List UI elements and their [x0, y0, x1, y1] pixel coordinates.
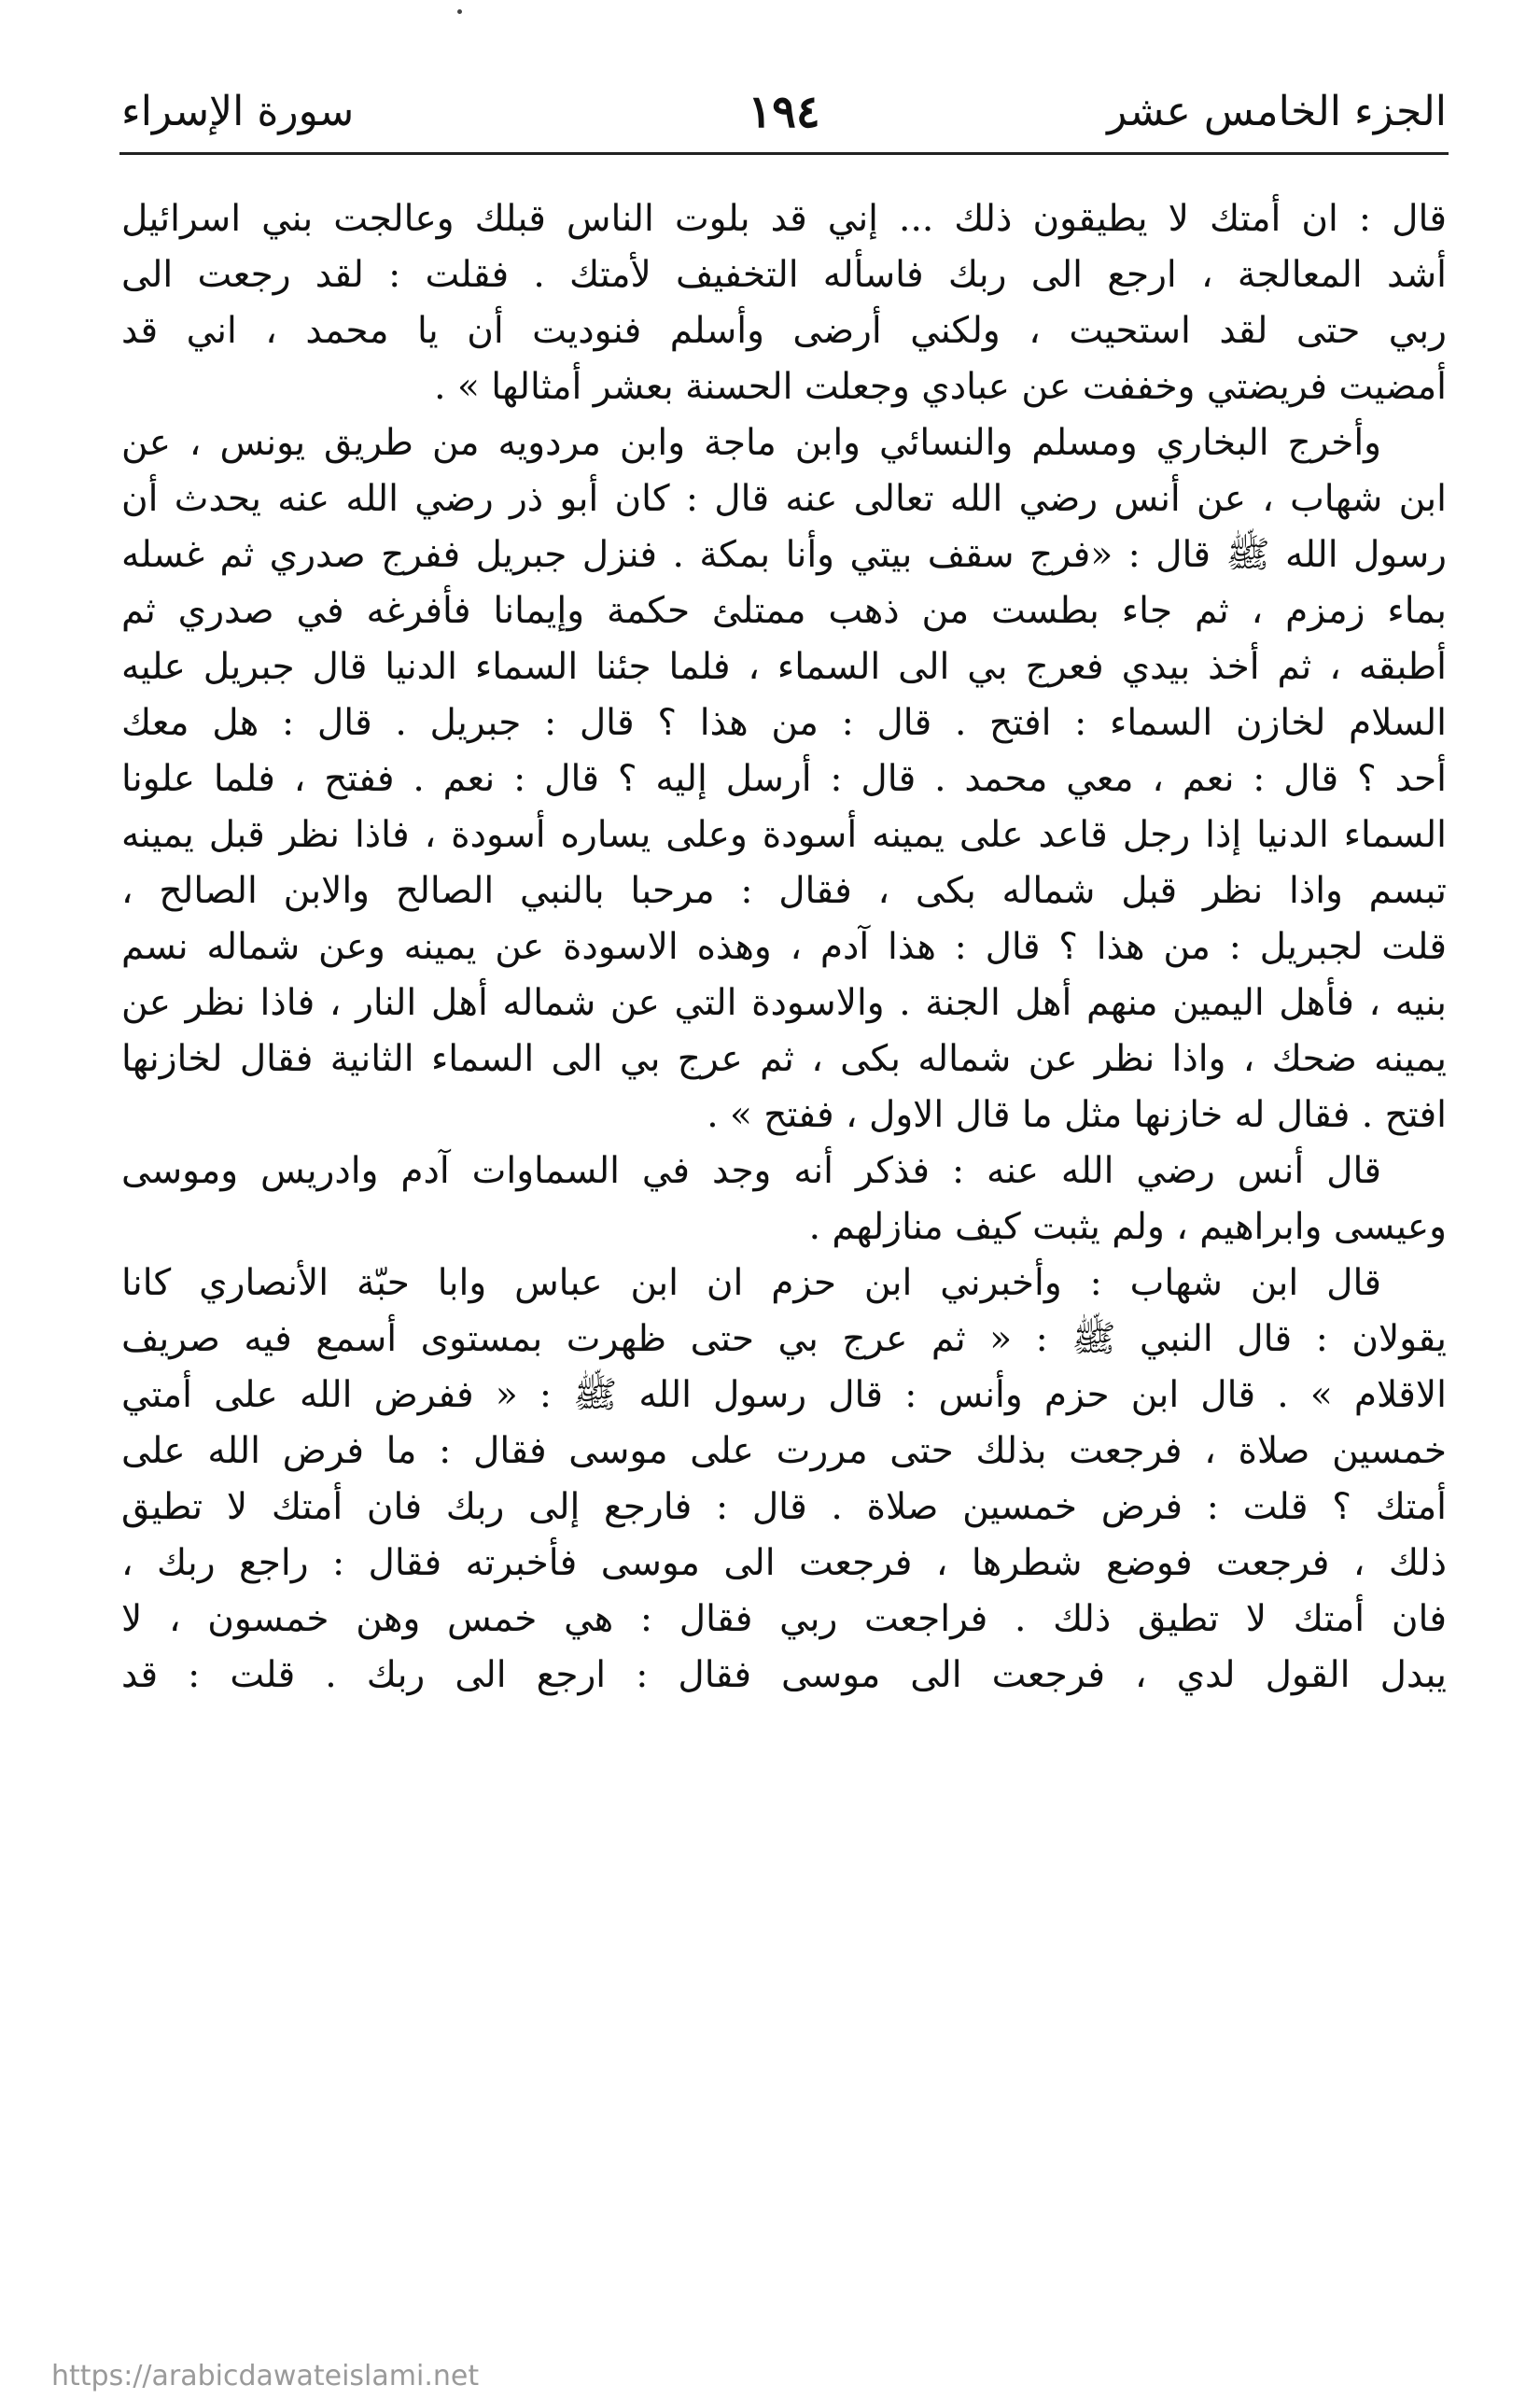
text-line: السلام لخازن السماء : افتح . قال : من هذا ؟ قال : جبريل . قال : هل معك: [121, 702, 1447, 744]
text-line: الاقلام » . قال ابن حزم وأنس : قال رسول الله ﷺ : « ففرض الله على أمتي: [121, 1374, 1447, 1416]
header-rule: [119, 152, 1449, 155]
text-line: قال : ان أمتك لا يطيقون ذلك ... إني قد بلوت الناس قبلك وعالجت بني اسرائيل: [121, 198, 1447, 240]
body-text: [121, 191, 1447, 1704]
text-line: أمضيت فريضتي وخففت عن عبادي وجعلت الحسنة بعشر أمثالها » .: [434, 366, 1447, 408]
text-line: وأخرج البخاري ومسلم والنسائي وابن ماجة وابن مردويه من طريق يونس ، عن: [121, 422, 1381, 464]
text-line: تبسم واذا نظر قبل شماله بكى ، فقال : مرحبا بالنبي الصالح والابن الصالح ،: [121, 870, 1447, 912]
text-line: قلت لجبريل : من هذا ؟ قال : هذا آدم ، وهذه الاسودة عن يمينه وعن شماله نسم: [121, 926, 1447, 968]
text-line: السماء الدنيا إذا رجل قاعد على يمينه أسودة وعلى يساره أسودة ، فاذا نظر قبل يمينه: [121, 814, 1447, 856]
text-line: رسول الله ﷺ قال : «فرج سقف بيتي وأنا بمكة . فنزل جبريل ففرج صدري ثم غسله: [121, 534, 1447, 576]
text-line: أشد المعالجة ، ارجع الى ربك فاسأله التخفيف لأمتك . فقلت : لقد رجعت الى: [121, 254, 1447, 296]
text-line: خمسين صلاة ، فرجعت بذلك حتى مررت على موسى فقال : ما فرض الله على: [121, 1430, 1447, 1472]
text-line: افتح . فقال له خازنها مثل ما قال الاول ، ففتح » .: [707, 1094, 1447, 1136]
text-line: أمتك ؟ قلت : فرض خمسين صلاة . قال : فارجع إلى ربك فان أمتك لا تطيق: [121, 1486, 1447, 1528]
text-line: ذلك ، فرجعت فوضع شطرها ، فرجعت الى موسى فأخبرته فقال : راجع ربك ،: [121, 1542, 1447, 1584]
text-line: أطبقه ، ثم أخذ بيدي فعرج بي الى السماء ، فلما جئنا السماء الدنيا قال جبريل عليه: [121, 646, 1447, 688]
text-line: أحد ؟ قال : نعم ، معي محمد . قال : أرسل إليه ؟ قال : نعم . ففتح ، فلما علونا: [121, 758, 1447, 800]
text-line: يمينه ضحك ، واذا نظر عن شماله بكى ، ثم عرج بي الى السماء الثانية فقال لخازنها: [121, 1038, 1447, 1080]
text-line: بماء زمزم ، ثم جاء بطست من ذهب ممتلئ حكمة وإيمانا فأفرغه في صدري ثم: [121, 590, 1447, 632]
text-line: يبدل القول لدي ، فرجعت الى موسى فقال : ارجع الى ربك . قلت : قد: [121, 1654, 1447, 1696]
scan-dot: [457, 9, 462, 14]
text-line: بنيه ، فأهل اليمين منهم أهل الجنة . والاسودة التي عن شماله أهل النار ، فاذا نظر عن: [121, 982, 1447, 1024]
juz-title: الجزء الخامس عشر: [1107, 88, 1447, 135]
surah-title: سورة الإسراء: [121, 88, 355, 135]
text-line: ابن شهاب ، عن أنس رضي الله تعالى عنه قال : كان أبو ذر رضي الله عنه يحدث أن: [121, 478, 1447, 520]
text-line: وعيسى وابراهيم ، ولم يثبت كيف منازلهم .: [808, 1206, 1447, 1248]
text-line: يقولان : قال النبي ﷺ : « ثم عرج بي حتى ظهرت بمستوى أسمع فيه صريف: [121, 1318, 1447, 1360]
running-header: [121, 79, 1447, 145]
text-line: فان أمتك لا تطيق ذلك . فراجعت ربي فقال : هي خمس وهن خمسون ، لا: [121, 1598, 1447, 1640]
text-line: قال ابن شهاب : وأخبرني ابن حزم ان ابن عباس وابا حبّة الأنصاري كانا: [121, 1262, 1381, 1304]
page-number: ١٩٤: [748, 86, 820, 138]
text-line: ربي حتى لقد استحيت ، ولكني أرضى وأسلم فنوديت أن يا محمد ، اني قد: [121, 310, 1447, 352]
source-watermark: https://arabicdawateislami.net: [51, 2360, 480, 2392]
text-line: قال أنس رضي الله عنه : فذكر أنه وجد في السماوات آدم وادريس وموسى: [121, 1150, 1381, 1192]
